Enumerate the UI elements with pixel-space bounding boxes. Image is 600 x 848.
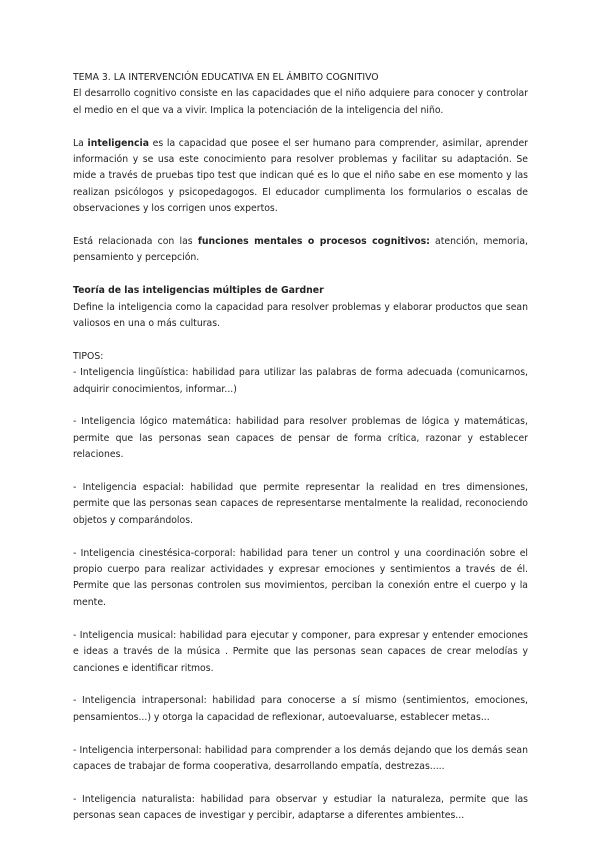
- related-term: funciones mentales o procesos cognitivos:: [197, 236, 430, 248]
- gardner-heading-text: Teoría de las inteligencias múltiples de Gardner: [73, 285, 324, 297]
- related-post: atención, memoria, pensamiento y percepción.: [73, 236, 528, 264]
- intelligence-pre: La: [73, 137, 88, 149]
- types-label: TIPOS:: [73, 350, 104, 362]
- type-item-musical: - Inteligencia musical: habilidad para ejecutar y componer, para expresar y entender emociones e ideas a través de la música . Permite que las personas sean capaces de crear melodías y canciones e identificar ritmos.: [73, 629, 528, 674]
- intelligence-paragraph: [73, 136, 528, 218]
- gardner-definition: Define la inteligencia como la capacidad para resolver problemas y elaborar productos que sean valiosos en una o más culturas.: [73, 301, 528, 330]
- type-item-logico-matematica: - Inteligencia lógico matemática: habilidad para resolver problemas de lógica y matemáticas, permite que las personas sean capaces de pensar de forma crítica, razonar y establecer relaciones.: [73, 416, 528, 461]
- type-item-naturalista: - Inteligencia naturalista: habilidad para observar y estudiar la naturaleza, permite que las personas sean capaces de investigar y percibir, adaptarse a diferentes ambientes...: [73, 793, 528, 822]
- document-page: [73, 70, 528, 825]
- document-title: TEMA 3. LA INTERVENCIÓN EDUCATIVA EN EL ÁMBITO COGNITIVO: [73, 72, 379, 83]
- type-item-cinestesica: - Inteligencia cinestésica-corporal: habilidad para tener un control y una coordinación sobre el propio cuerpo para realizar actividades y expresar emociones y sentimientos a través de él. Permite que las personas controlen sus movimientos, perciban la conexión entre el cuerpo y la mente.: [73, 547, 528, 608]
- type-item-linguistica: - Inteligencia lingüística: habilidad para utilizar las palabras de forma adecuada (comunicarnos, adquirir conocimientos, informar...): [73, 367, 528, 395]
- type-item-espacial: - Inteligencia espacial: habilidad que permite representar la realidad en tres dimensiones, permite que las personas sean capaces de representarse mentalmente la realidad, reconociendo objetos y comparándolos.: [73, 482, 528, 526]
- intro-paragraph: El desarrollo cognitivo consiste en las capacidades que el niño adquiere para conocer y controlar el medio en el que va a vivir. Implica la potenciación de la inteligencia del niño.: [73, 88, 528, 116]
- type-item-intrapersonal: - Inteligencia intrapersonal: habilidad para conocerse a sí mismo (sentimientos, emociones, pensamientos...) y otorga la capacidad de reflexionar, autoevaluarse, establecer metas...: [73, 695, 528, 723]
- type-item-interpersonal: - Inteligencia interpersonal: habilidad para comprender a los demás dejando que los demás sean capaces de trabajar de forma cooperativa, desarrollando empatía, destrezas.....: [73, 744, 528, 772]
- intelligence-post: es la capacidad que posee el ser humano para comprender, asimilar, aprender información y se usa este conocimiento para resolver problemas y facilitar su adaptación. Se mide a través de pruebas tipo test que indican qué es lo que el niño sabe en ese momento y las realizan psicólogos y psicopedagogos. El educador cumplimenta los formularios o escalas de observaciones y los corrigen unos expertos.: [73, 137, 528, 215]
- related-paragraph: [73, 234, 528, 267]
- related-pre: Está relacionada con las: [73, 236, 198, 248]
- gardner-heading: [73, 283, 528, 299]
- intelligence-term: inteligencia: [87, 137, 150, 149]
